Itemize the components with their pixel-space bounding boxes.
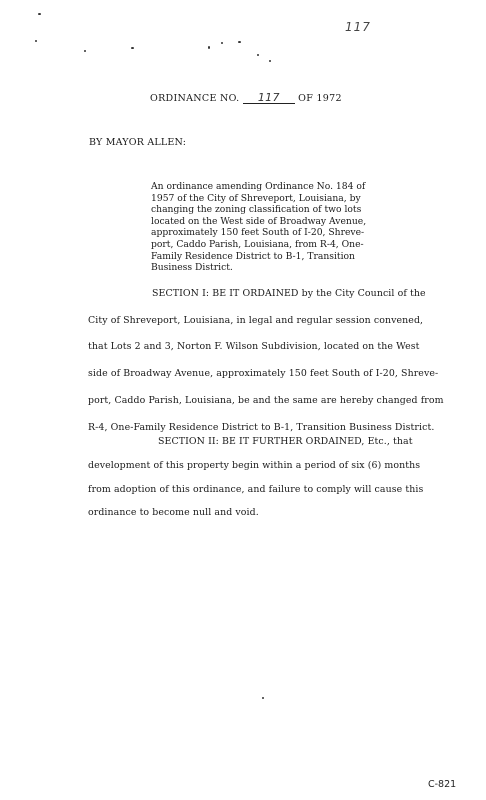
caption-line: Family Residence District to B-1, Transition (151, 250, 355, 262)
section-2-line: SECTION II: BE IT FURTHER ORDAINED, Etc., that (158, 436, 413, 447)
caption-line: An ordinance amending Ordinance No. 184 of (151, 181, 366, 192)
scan-speck (238, 41, 241, 43)
caption-line: located on the West side of Broadway Avenue, (151, 215, 367, 227)
ordinance-number-line (150, 93, 342, 104)
caption-line: changing the zoning classification of two lots (151, 204, 362, 216)
ordinance-prefix: ORDINANCE NO. (150, 93, 240, 104)
caption-line: Business District. (151, 262, 233, 274)
scan-speck (221, 42, 223, 44)
section-2-line: ordinance to become null and void. (88, 507, 259, 518)
section-1-line: City of Shreveport, Louisiana, in legal and regular session convened, (88, 315, 424, 326)
scan-speck (208, 46, 210, 49)
scan-speck (35, 40, 37, 42)
caption-line: 1957 of the City of Shreveport, Louisiana, by (151, 192, 361, 204)
scan-speck (257, 54, 259, 56)
handwritten-ordinance-number: 117 (345, 20, 371, 34)
caption-line: approximately 150 feet South of I-20, Shreve- (151, 227, 365, 239)
ordinance-caption (151, 181, 381, 274)
ordinance-year: OF 1972 (298, 93, 342, 104)
section-1-line: SECTION I: BE IT ORDAINED by the City Council of the (152, 288, 426, 299)
section-2-line: development of this property begin within a period of six (6) months (88, 460, 421, 471)
sponsor-line: BY MAYOR ALLEN: (89, 137, 187, 148)
scan-speck (38, 13, 41, 15)
scan-speck (131, 47, 134, 49)
scan-speck (84, 50, 86, 52)
scan-speck (269, 60, 271, 62)
caption-line: port, Caddo Parish, Louisiana, from R-4, One- (151, 238, 364, 250)
scan-speck (262, 697, 264, 699)
page-code: C-821 (428, 779, 457, 790)
section-1-line: that Lots 2 and 3, Norton F. Wilson Subdivision, located on the West (88, 341, 420, 352)
section-1-line: port, Caddo Parish, Louisiana, be and the same are hereby changed from (88, 395, 444, 406)
ordinance-number-field: 117 (243, 93, 295, 104)
section-1-line: R-4, One-Family Residence District to B-1, Transition Business District. (88, 422, 435, 433)
section-1-line: side of Broadway Avenue, approximately 150 feet South of I-20, Shreve- (88, 368, 439, 379)
section-2-line: from adoption of this ordinance, and failure to comply will cause this (88, 484, 424, 495)
